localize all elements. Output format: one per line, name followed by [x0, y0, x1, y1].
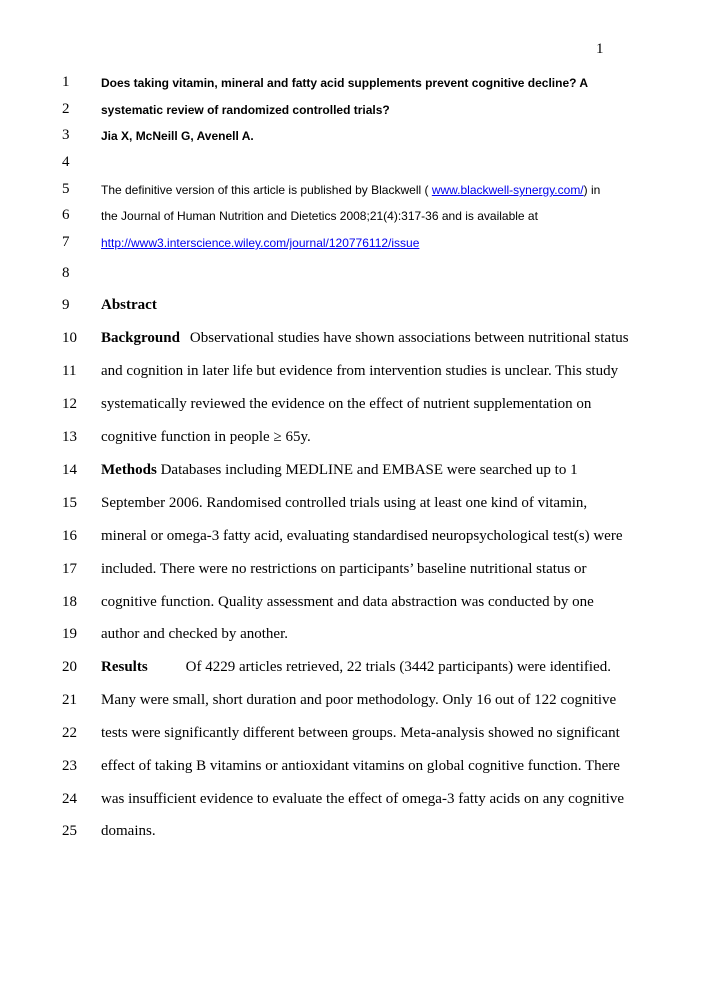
results-heading: Results: [101, 659, 148, 675]
line-number: 21: [62, 692, 77, 708]
publication-note-text: ) in: [583, 183, 601, 197]
abstract-text: domains.: [101, 823, 156, 839]
line-number: 5: [62, 181, 70, 197]
line-number: 22: [62, 725, 77, 741]
abstract-text: Databases including MEDLINE and EMBASE were searched up to 1: [160, 462, 578, 478]
publication-note-line-3: [101, 236, 419, 250]
line-number: 7: [62, 234, 70, 250]
line-number: 23: [62, 758, 77, 774]
abstract-text: included. There were no restrictions on participants’ baseline nutritional status or: [101, 561, 587, 577]
abstract-text: tests were significantly different between groups. Meta-analysis showed no significant: [101, 725, 620, 741]
abstract-text: mineral or omega-3 fatty acid, evaluating standardised neuropsychological test(s) were: [101, 528, 623, 544]
abstract-text: was insufficient evidence to evaluate the effect of omega-3 fatty acids on any cognitive: [101, 791, 624, 807]
line-number: 19: [62, 626, 77, 642]
line-number: 12: [62, 396, 77, 412]
background-line: [101, 330, 629, 347]
abstract-text: cognitive function. Quality assessment and data abstraction was conducted by one: [101, 594, 594, 610]
line-number: 4: [62, 154, 70, 170]
abstract-text: author and checked by another.: [101, 626, 289, 642]
methods-line: [101, 462, 578, 479]
line-number: 1: [62, 74, 70, 90]
line-number: 11: [62, 363, 77, 379]
background-heading: Background: [101, 330, 180, 346]
line-number: 6: [62, 207, 70, 223]
article-title-line-2: systematic review of randomized controlled trials?: [101, 103, 390, 117]
page-number: 1: [596, 41, 604, 57]
abstract-text: systematically reviewed the evidence on the effect of nutrient supplementation on: [101, 396, 592, 412]
abstract-heading: Abstract: [101, 297, 157, 313]
publication-note-line-1: [101, 183, 600, 197]
abstract-text: cognitive function in people ≥ 65y.: [101, 429, 311, 445]
line-number: 18: [62, 594, 77, 610]
methods-heading: Methods: [101, 462, 157, 478]
abstract-text: September 2006. Randomised controlled trials using at least one kind of vitamin,: [101, 495, 588, 511]
abstract-text: Many were small, short duration and poor methodology. Only 16 out of 122 cognitive: [101, 692, 617, 708]
line-number: 16: [62, 528, 77, 544]
line-number: 3: [62, 127, 70, 143]
article-title-line-1: Does taking vitamin, mineral and fatty acid supplements prevent cognitive decline? A: [101, 76, 589, 90]
line-number: 15: [62, 495, 77, 511]
publication-note-line-2: the Journal of Human Nutrition and Dietetics 2008;21(4):317-36 and is available at: [101, 209, 538, 223]
publication-note-text: The definitive version of this article is published by Blackwell (: [101, 183, 432, 197]
line-number: 8: [62, 265, 70, 281]
authors: Jia X, McNeill G, Avenell A.: [101, 129, 254, 143]
line-number: 13: [62, 429, 77, 445]
line-number: 17: [62, 561, 77, 577]
results-line: [101, 659, 611, 676]
line-number: 14: [62, 462, 77, 478]
line-number: 10: [62, 330, 77, 346]
interscience-link[interactable]: http://www3.interscience.wiley.com/journal/120776112/issue: [101, 236, 420, 250]
line-number: 20: [62, 659, 77, 675]
line-number: 9: [62, 297, 70, 313]
line-number: 24: [62, 791, 77, 807]
line-number: 25: [62, 823, 77, 839]
abstract-text: Observational studies have shown associations between nutritional status: [189, 330, 629, 346]
blackwell-link[interactable]: www.blackwell-synergy.com/: [431, 183, 584, 197]
abstract-text: effect of taking B vitamins or antioxidant vitamins on global cognitive function. There: [101, 758, 620, 774]
abstract-text: and cognition in later life but evidence from intervention studies is unclear. This study: [101, 363, 619, 379]
line-number: 2: [62, 101, 70, 117]
abstract-text: Of 4229 articles retrieved, 22 trials (3442 participants) were identified.: [185, 659, 611, 675]
